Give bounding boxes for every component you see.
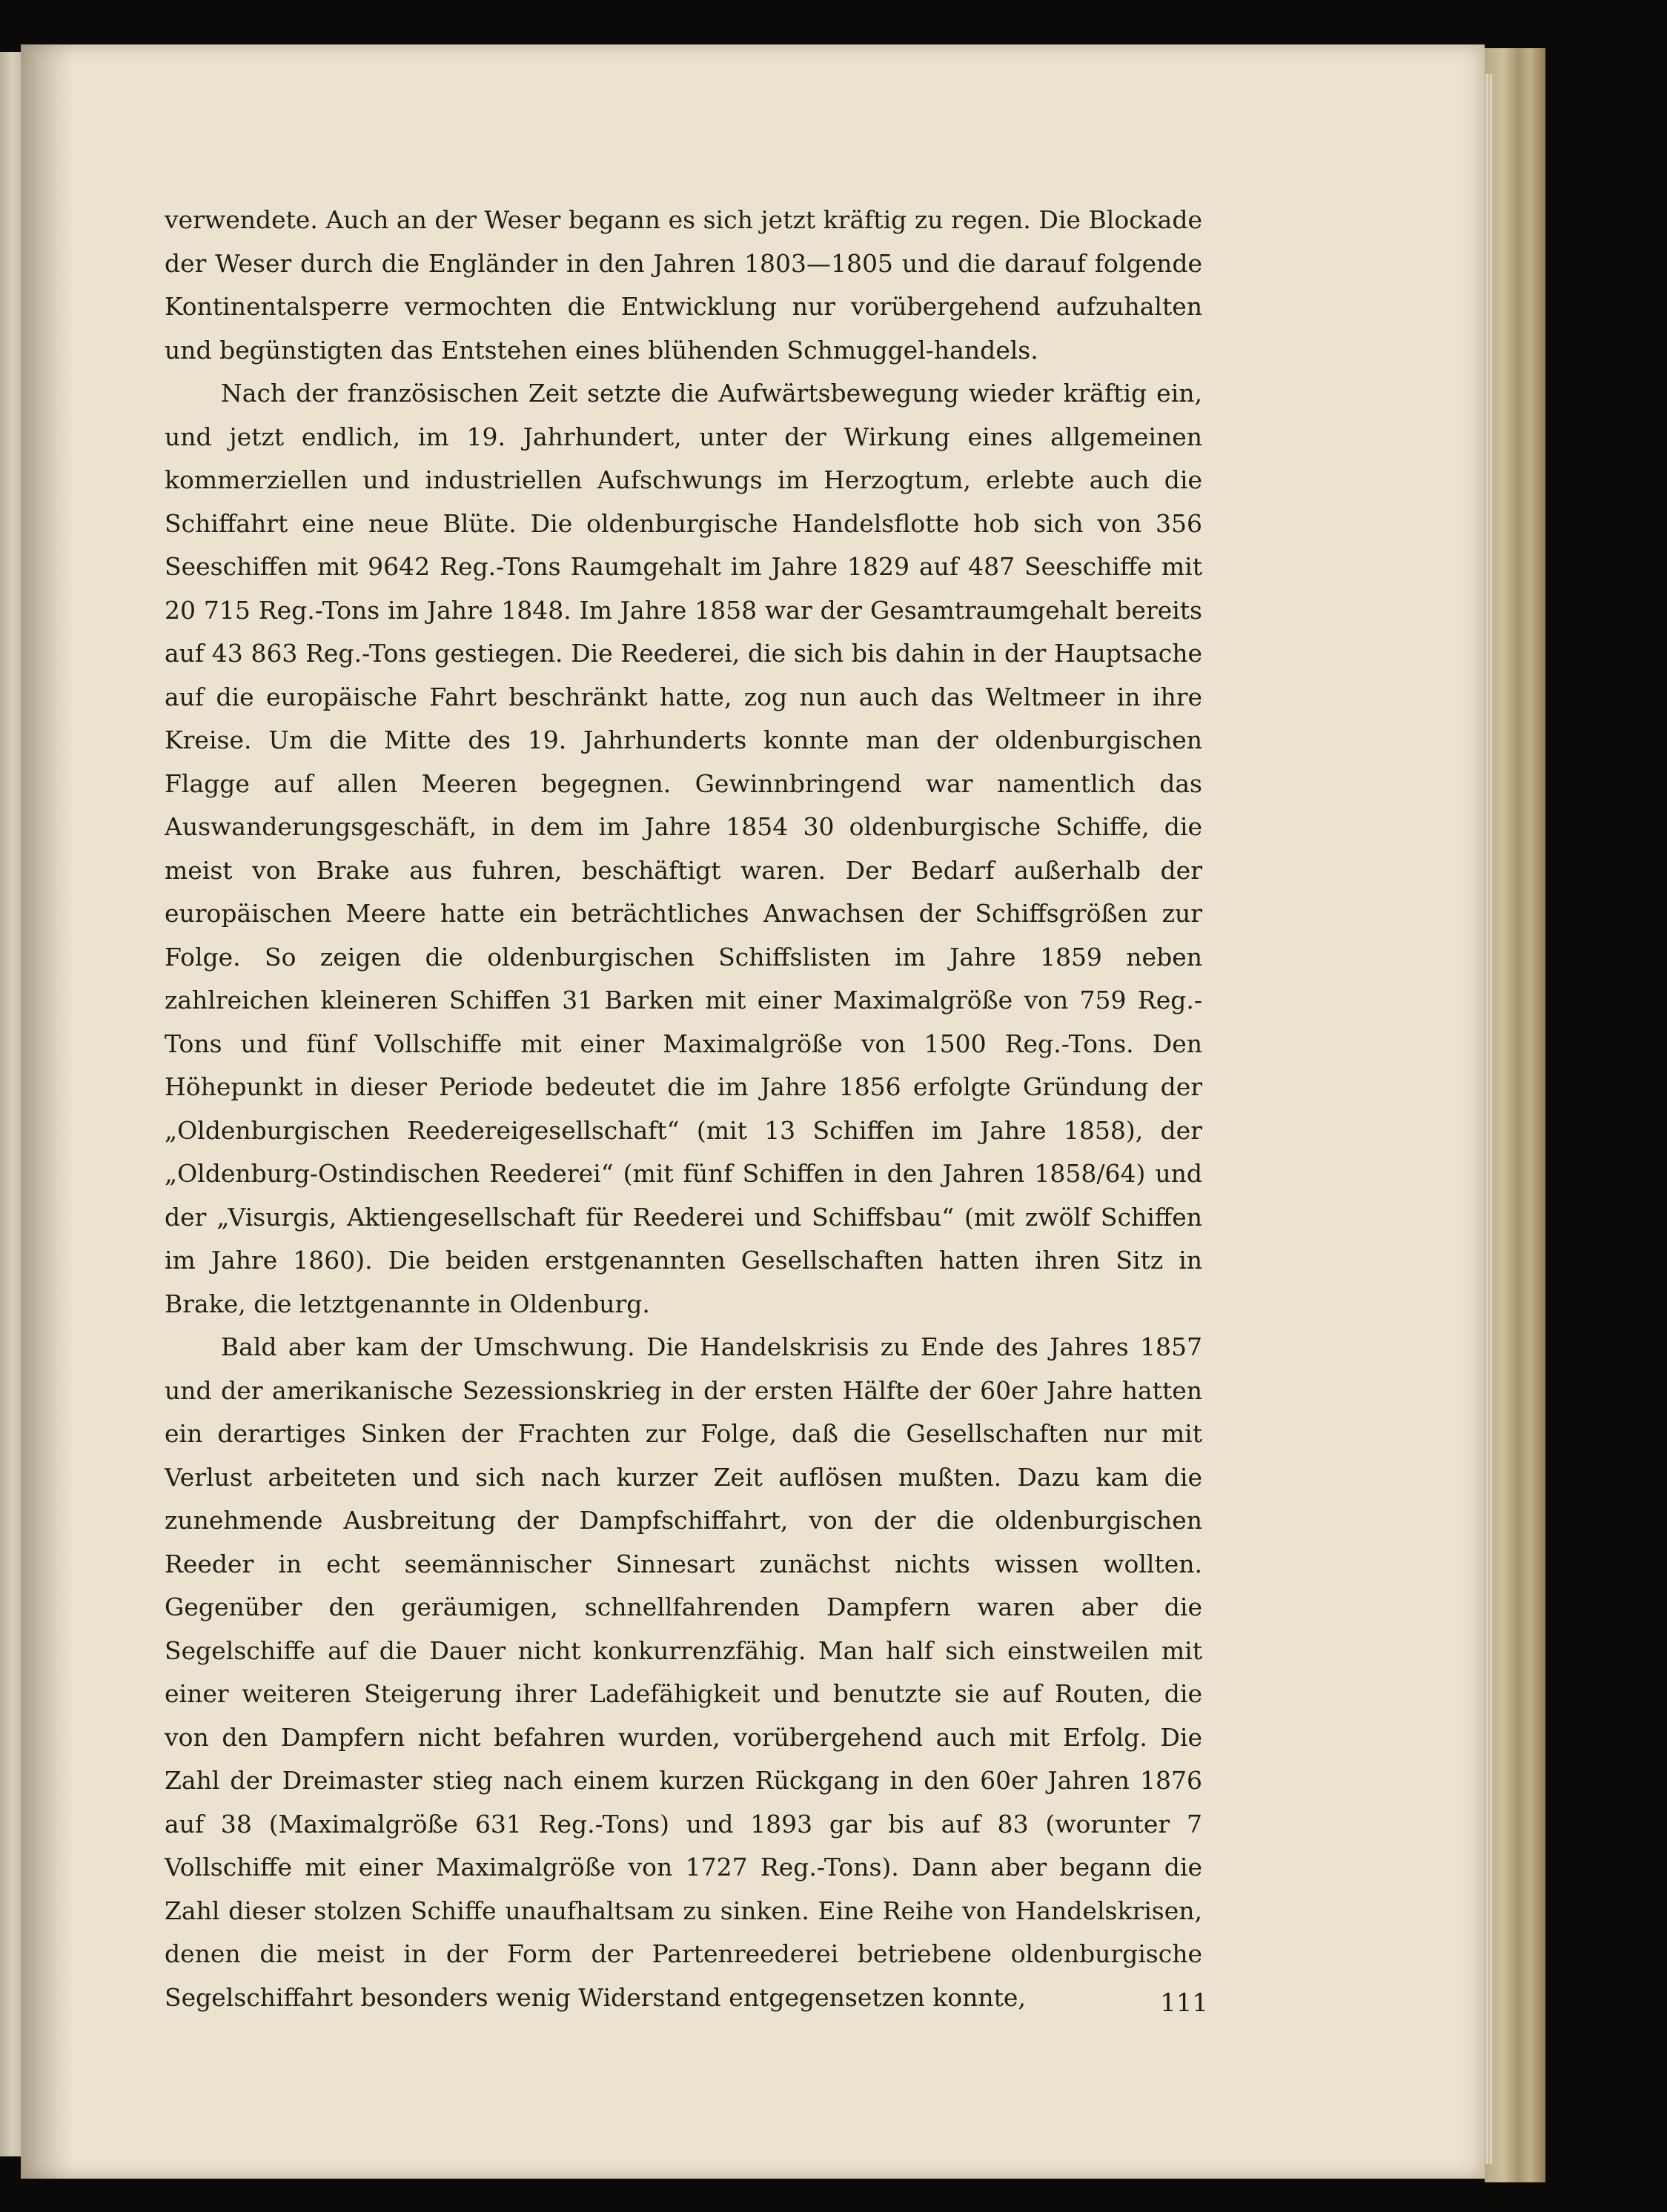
paragraph-3: Bald aber kam der Umschwung. Die Handelskrisis zu Ende des Jahres 1857 und der amerikanische Sezessionskrieg in der ersten Hälfte der 60er Jahre hatten ein derartiges Sinken der Frachten zur Folge, daß die Gesellschaften nur mit Verlust arbeiteten und sich nach kurzer Zeit auflösen mußten. Dazu kam die zunehmende Ausbreitung der Dampfschiffahrt, von der die oldenburgischen Reeder in echt seemännischer Sinnesart zunächst nichts wissen wollten. Gegenüber den geräumigen, schnellfahrenden Dampfern waren aber die Segelschiffe auf die Dauer nicht konkurrenzfähig. Man half sich einstweilen mit einer weiteren Steigerung ihrer Ladefähigkeit und benutzte sie auf Routen, die von den Dampfern nicht befahren wurden, vorübergehend auch mit Erfolg. Die Zahl der Dreimaster stieg nach einem kurzen Rückgang in den 60er Jahren 1876 auf 38 (Maximalgröße 631 Reg.-Tons) und 1893 gar bis auf 83 (worunter 7 Vollschiffe mit einer Maximalgröße von 1727 Reg.-Tons). Dann aber begann die Zahl dieser stolzen Schiffe unaufhaltsam zu sinken. Eine Reihe von Handelskrisen, denen die meist in der Form der Partenreederei betriebene oldenburgische Segelschiffahrt besonders wenig Widerstand entgegensetzen konnte, [165,1332,1202,2012]
gutter-shadow [21,44,73,2179]
body-text [165,199,1202,2019]
left-page-edge [0,52,21,2156]
paragraph-1: verwendete. Auch an der Weser begann es sich jetzt kräftig zu regen. Die Blockade der Weser durch die Engländer in den Jahren 1803—1805 und die darauf folgende Kontinentalsperre vermochten die Entwicklung nur vorübergehend aufzuhalten und begünstigten das Entstehen eines blühenden Schmuggel-handels. [165,205,1202,365]
page-number: 111 [1160,1988,1208,2018]
book-cover-edge [1485,48,1545,2182]
paragraph-2: Nach der französischen Zeit setzte die Aufwärtsbewegung wieder kräftig ein, und jetzt endlich, im 19. Jahrhundert, unter der Wirkung eines allgemeinen kommerziellen und industriellen Aufschwungs im Herzogtum, erlebte auch die Schiffahrt eine neue Blüte. Die oldenburgische Handelsflotte hob sich von 356 Seeschiffen mit 9642 Reg.-Tons Raumgehalt im Jahre 1829 auf 487 Seeschiffe mit 20 715 Reg.-Tons im Jahre 1848. Im Jahre 1858 war der Gesamtraumgehalt bereits auf 43 863 Reg.-Tons gestiegen. Die Reederei, die sich bis dahin in der Hauptsache auf die europäische Fahrt beschränkt hatte, zog nun auch das Weltmeer in ihre Kreise. Um die Mitte des 19. Jahrhunderts konnte man der oldenburgischen Flagge auf allen Meeren begegnen. Gewinnbringend war namentlich das Auswanderungsgeschäft, in dem im Jahre 1854 30 oldenburgische Schiffe, die meist von Brake aus fuhren, beschäftigt waren. Der Bedarf außerhalb der europäischen Meere hatte ein beträchtliches Anwachsen der Schiffsgrößen zur Folge. So zeigen die oldenburgischen Schiffslisten im Jahre 1859 neben zahlreichen kleineren Schiffen 31 Barken mit einer Maximalgröße von 759 Reg.-Tons und fünf Vollschiffe mit einer Maximalgröße von 1500 Reg.-Tons. Den Höhepunkt in dieser Periode bedeutet die im Jahre 1856 erfolgte Gründung der „Oldenburgischen Reedereigesellschaft“ (mit 13 Schiffen im Jahre 1858), der „Oldenburg-Ostindischen Reederei“ (mit fünf Schiffen in den Jahren 1858/64) und der „Visurgis, Aktiengesellschaft für Reederei und Schiffsbau“ (mit zwölf Schiffen im Jahre 1860). Die beiden erstgenannten Gesellschaften hatten ihren Sitz in Brake, die letztgenannte in Oldenburg. [165,379,1202,1318]
